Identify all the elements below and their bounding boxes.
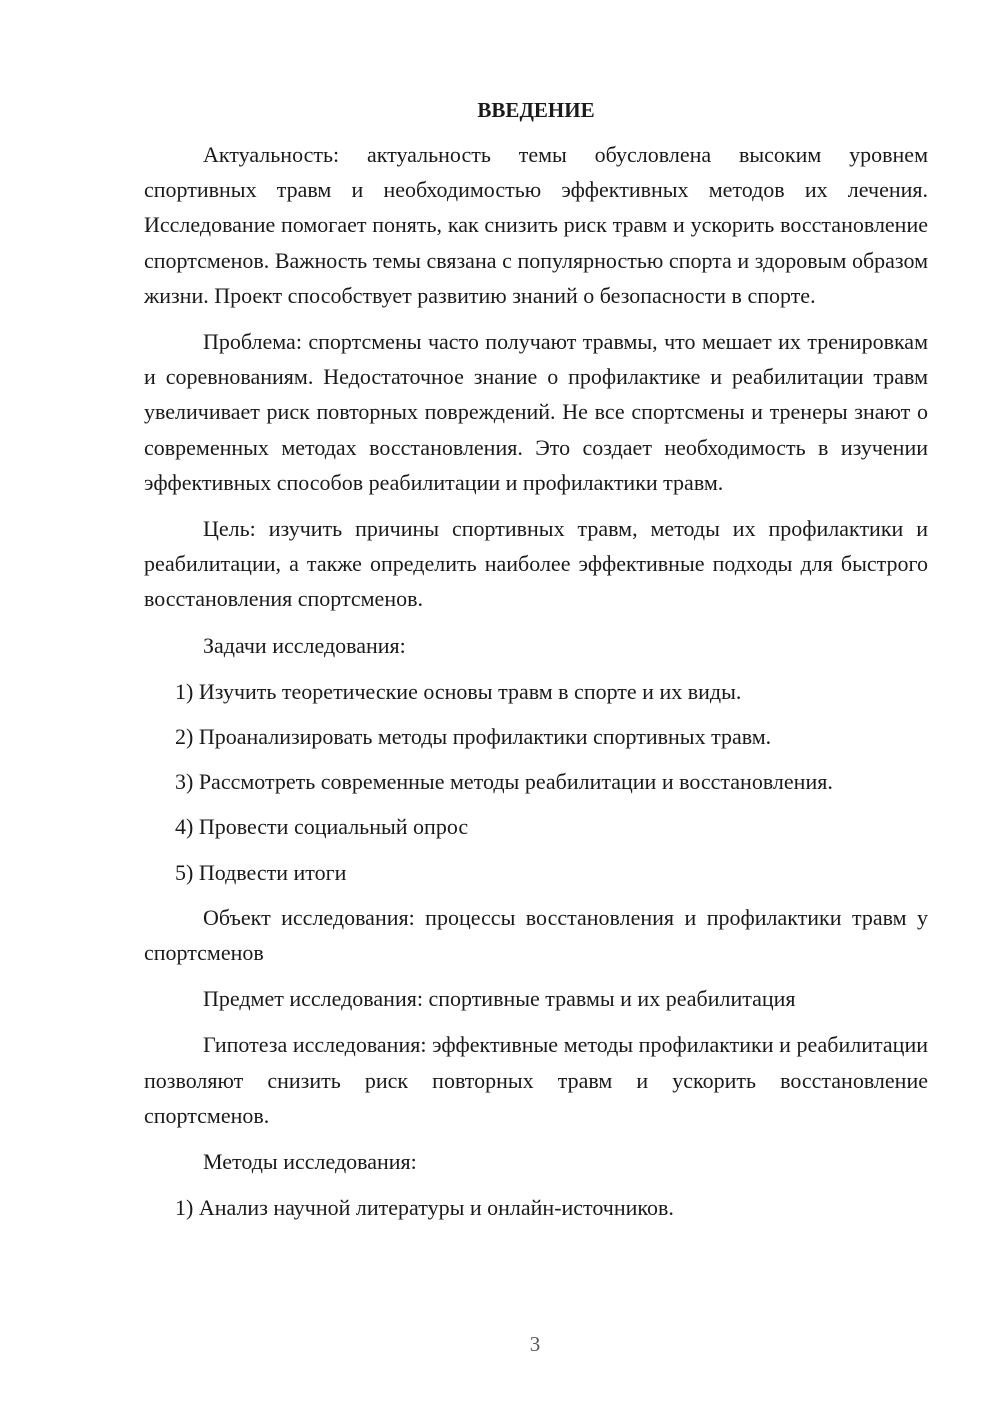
- methods-heading: Методы исследования:: [203, 1149, 417, 1175]
- list-item: 3) Рассмотреть современные методы реабилитации и восстановления.: [175, 769, 833, 795]
- subject-paragraph: Предмет исследования: спортивные травмы и их реабилитация: [203, 986, 796, 1012]
- relevance-paragraph: Актуальность: актуальность темы обусловлена высоким уровнем спортивных травм и необходимостью эффективных методов их лечения. Исследование помогает понять, как снизить риск травм и ускорить восстановление спортсменов. Важность темы связана с популярностью спорта и здоровым образом жизни. Проект способствует развитию знаний о безопасности в спорте.: [144, 142, 928, 308]
- list-item: 5) Подвести итоги: [175, 859, 347, 885]
- object-paragraph: Объект исследования: процессы восстановления и профилактики травм у спортсменов: [144, 904, 928, 966]
- goal-paragraph: Цель: изучить причины спортивных травм, методы их профилактики и реабилитации, а также определить наиболее эффективные подходы для быстрого восстановления спортсменов.: [144, 516, 928, 612]
- list-item: 2) Проанализировать методы профилактики спортивных травм.: [175, 724, 772, 750]
- list-item: 1) Изучить теоретические основы травм в спорте и их виды.: [175, 678, 742, 704]
- tasks-list: [144, 674, 928, 890]
- hypothesis-paragraph: Гипотеза исследования: эффективные методы профилактики и реабилитации позволяют снизить риск повторных травм и ускорить восстановление спортсменов.: [144, 1032, 928, 1128]
- page-number: 3: [529, 1332, 541, 1356]
- tasks-heading: Задачи исследования:: [203, 632, 406, 658]
- page-title: ВВЕДЕНИЕ: [477, 98, 595, 122]
- document-page: [144, 95, 928, 1235]
- list-item: 1) Анализ научной литературы и онлайн-источников.: [175, 1195, 674, 1221]
- methods-list: [144, 1190, 928, 1225]
- problem-paragraph: Проблема: спортсмены часто получают травмы, что мешает их тренировкам и соревнованиям. Недостаточное знание о профилактике и реабилитации травм увеличивает риск повторных повреждений. Не все спортсмены и тренеры знают о современных методах восстановления. Это создает необходимость в изучении эффективных способов реабилитации и профилактики травм.: [144, 329, 928, 495]
- list-item: 4) Провести социальный опрос: [175, 814, 469, 840]
